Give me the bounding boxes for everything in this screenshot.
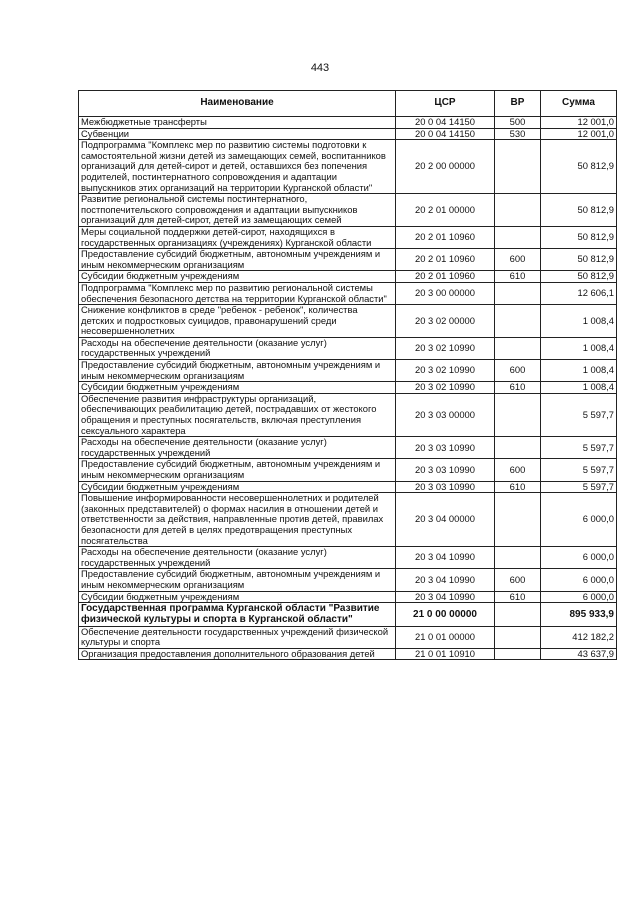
cell-csr: 20 3 02 10990	[396, 382, 495, 394]
cell-vr	[495, 140, 541, 194]
cell-sum: 12 001,0	[541, 117, 617, 129]
cell-sum: 1 008,4	[541, 305, 617, 338]
table-row	[79, 603, 617, 626]
cell-vr	[495, 648, 541, 660]
cell-sum: 6 000,0	[541, 591, 617, 603]
table-body	[79, 117, 617, 660]
cell-name: Предоставление субсидий бюджетным, автономным учреждениям и иным некоммерческим организациям	[79, 459, 396, 481]
cell-vr	[495, 437, 541, 459]
cell-name: Межбюджетные трансферты	[79, 117, 396, 129]
cell-csr: 20 3 02 10990	[396, 337, 495, 359]
cell-name: Предоставление субсидий бюджетным, автономным учреждениям и иным некоммерческим организациям	[79, 249, 396, 271]
header-csr: ЦСР	[396, 91, 495, 117]
cell-csr: 20 3 03 00000	[396, 393, 495, 436]
cell-name: Обеспечение деятельности государственных учреждений физической культуры и спорта	[79, 626, 396, 648]
cell-sum: 12 001,0	[541, 128, 617, 140]
cell-sum: 50 812,9	[541, 249, 617, 271]
cell-vr: 600	[495, 360, 541, 382]
cell-name: Развитие региональной системы постинтернатного, постпопечительского сопровождения и адаптации выпускников организаций для детей-сирот, детей из замещающих семей	[79, 194, 396, 227]
table-row	[79, 194, 617, 227]
cell-name: Организация предоставления дополнительного образования детей	[79, 648, 396, 660]
cell-csr: 20 3 02 10990	[396, 360, 495, 382]
table-row	[79, 493, 617, 547]
cell-csr: 21 0 01 10910	[396, 648, 495, 660]
table-row	[79, 626, 617, 648]
cell-vr	[495, 282, 541, 304]
cell-vr	[495, 393, 541, 436]
cell-vr: 600	[495, 459, 541, 481]
cell-csr: 20 3 03 10990	[396, 481, 495, 493]
cell-sum: 50 812,9	[541, 194, 617, 227]
cell-vr	[495, 626, 541, 648]
cell-name: Расходы на обеспечение деятельности (оказание услуг) государственных учреждений	[79, 337, 396, 359]
cell-vr	[495, 226, 541, 248]
cell-csr: 20 3 03 10990	[396, 437, 495, 459]
table-row	[79, 226, 617, 248]
cell-name: Субвенции	[79, 128, 396, 140]
cell-vr: 610	[495, 481, 541, 493]
cell-sum: 1 008,4	[541, 382, 617, 394]
table-row	[79, 140, 617, 194]
page-number: 443	[310, 62, 330, 74]
cell-sum: 50 812,9	[541, 226, 617, 248]
table-row	[79, 305, 617, 338]
cell-name: Повышение информированности несовершеннолетних и родителей (законных представителей) о формах насилия в отношении детей и ответственности за действия, направленные против детей, правилах безопасности для детей в целях предотвращения преступных посягательства	[79, 493, 396, 547]
header-sum: Сумма	[541, 91, 617, 117]
cell-name: Субсидии бюджетным учреждениям	[79, 271, 396, 283]
cell-vr: 600	[495, 249, 541, 271]
cell-csr: 20 0 04 14150	[396, 128, 495, 140]
cell-csr: 21 0 01 00000	[396, 626, 495, 648]
cell-vr: 500	[495, 117, 541, 129]
cell-vr	[495, 493, 541, 547]
table-row	[79, 271, 617, 283]
cell-sum: 5 597,7	[541, 459, 617, 481]
table-row	[79, 459, 617, 481]
table-row	[79, 547, 617, 569]
cell-csr: 20 3 02 00000	[396, 305, 495, 338]
cell-name: Расходы на обеспечение деятельности (оказание услуг) государственных учреждений	[79, 437, 396, 459]
cell-name: Субсидии бюджетным учреждениям	[79, 591, 396, 603]
cell-vr: 600	[495, 569, 541, 591]
cell-sum: 5 597,7	[541, 481, 617, 493]
cell-vr	[495, 337, 541, 359]
cell-csr: 20 3 00 00000	[396, 282, 495, 304]
cell-csr: 20 3 03 10990	[396, 459, 495, 481]
cell-sum: 5 597,7	[541, 437, 617, 459]
budget-table	[78, 90, 617, 660]
cell-sum: 412 182,2	[541, 626, 617, 648]
cell-name: Снижение конфликтов в среде "ребенок - ребенок", количества детских и подростковых суицидов, правонарушений среди несовершеннолетних	[79, 305, 396, 338]
table-row	[79, 360, 617, 382]
cell-sum: 6 000,0	[541, 569, 617, 591]
table-row	[79, 128, 617, 140]
cell-name: Подпрограмма "Комплекс мер по развитию региональной системы обеспечения безопасного детства на территории Курганской области"	[79, 282, 396, 304]
cell-name: Расходы на обеспечение деятельности (оказание услуг) государственных учреждений	[79, 547, 396, 569]
cell-vr: 530	[495, 128, 541, 140]
table-row	[79, 382, 617, 394]
header-name: Наименование	[79, 91, 396, 117]
cell-csr: 20 0 04 14150	[396, 117, 495, 129]
table-row	[79, 337, 617, 359]
header-vr: ВР	[495, 91, 541, 117]
cell-sum: 43 637,9	[541, 648, 617, 660]
table-row	[79, 117, 617, 129]
cell-sum: 6 000,0	[541, 547, 617, 569]
cell-csr: 20 3 04 10990	[396, 591, 495, 603]
table-row	[79, 591, 617, 603]
cell-csr: 20 2 00 00000	[396, 140, 495, 194]
cell-sum: 50 812,9	[541, 271, 617, 283]
cell-name: Обеспечение развития инфраструктуры организаций, обеспечивающих реабилитацию детей, пострадавших от жестокого обращения и преступных посягательств, включая преступления сексуального характера	[79, 393, 396, 436]
cell-sum: 5 597,7	[541, 393, 617, 436]
cell-vr: 610	[495, 382, 541, 394]
cell-sum: 1 008,4	[541, 337, 617, 359]
cell-csr: 20 2 01 10960	[396, 226, 495, 248]
cell-sum: 12 606,1	[541, 282, 617, 304]
cell-name: Субсидии бюджетным учреждениям	[79, 382, 396, 394]
table-row	[79, 282, 617, 304]
cell-name: Меры социальной поддержки детей-сирот, находящихся в государственных организациях (учреждениях) Курганской области	[79, 226, 396, 248]
table-row	[79, 249, 617, 271]
table-row	[79, 437, 617, 459]
table-row	[79, 481, 617, 493]
cell-vr	[495, 305, 541, 338]
cell-vr	[495, 547, 541, 569]
cell-csr: 20 3 04 00000	[396, 493, 495, 547]
table-row	[79, 569, 617, 591]
cell-sum: 895 933,9	[541, 603, 617, 626]
cell-sum: 6 000,0	[541, 493, 617, 547]
cell-csr: 20 3 04 10990	[396, 547, 495, 569]
cell-name: Государственная программа Курганской области "Развитие физической культуры и спорта в Курганской области"	[79, 603, 396, 626]
cell-csr: 20 3 04 10990	[396, 569, 495, 591]
table-row	[79, 648, 617, 660]
cell-name: Субсидии бюджетным учреждениям	[79, 481, 396, 493]
table-row	[79, 393, 617, 436]
cell-csr: 20 2 01 10960	[396, 271, 495, 283]
cell-name: Подпрограмма "Комплекс мер по развитию системы подготовки к самостоятельной жизни детей из замещающих семей, воспитанников организаций для детей-сирот и детей, оставшихся без попечения родителей, постинтернатного сопровождения и адаптации выпускников этих организаций на территории Курганской области"	[79, 140, 396, 194]
cell-csr: 21 0 00 00000	[396, 603, 495, 626]
cell-vr	[495, 603, 541, 626]
cell-sum: 1 008,4	[541, 360, 617, 382]
table-header-row	[79, 91, 617, 117]
cell-sum: 50 812,9	[541, 140, 617, 194]
cell-name: Предоставление субсидий бюджетным, автономным учреждениям и иным некоммерческим организациям	[79, 569, 396, 591]
cell-vr	[495, 194, 541, 227]
cell-vr: 610	[495, 271, 541, 283]
cell-csr: 20 2 01 00000	[396, 194, 495, 227]
cell-csr: 20 2 01 10960	[396, 249, 495, 271]
cell-name: Предоставление субсидий бюджетным, автономным учреждениям и иным некоммерческим организациям	[79, 360, 396, 382]
cell-vr: 610	[495, 591, 541, 603]
